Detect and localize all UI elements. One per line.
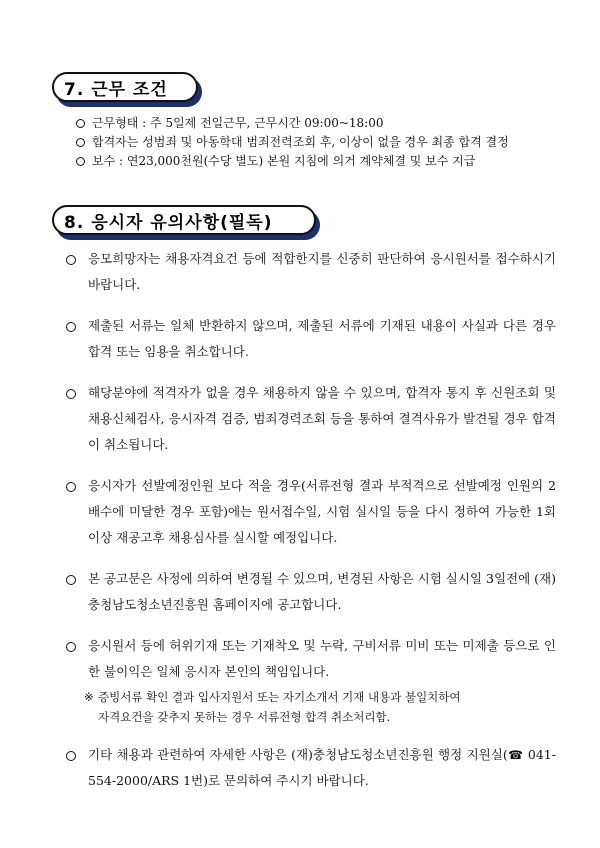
circle-bullet-icon: [66, 482, 76, 492]
list-item: 제출된 서류는 일체 반환하지 않으며, 제출된 서류에 기재된 내용이 사실과 다른 경우 합격 또는 임용을 취소합니다.: [66, 313, 556, 365]
circle-bullet-icon: [76, 157, 85, 166]
circle-bullet-icon: [66, 575, 76, 585]
circle-bullet-icon: [76, 138, 85, 147]
list-item: 해당분야에 적격자가 없을 경우 채용하지 않을 수 있으며, 합격자 통지 후 신원조회 및 채용신체검사, 응시자격 검증, 범죄경력조회 등을 통하여 결격사유가 발견될 경우 합격이 취소됩니다.: [66, 380, 556, 458]
note: [84, 687, 556, 727]
contact-text-before: 기타 채용과 관련하여 자세한 사항은 (재)충청남도청소년진흥원 행정 지원실(: [88, 747, 508, 762]
list-item: 응시원서 등에 허위기재 또는 기재착오 및 누락, 구비서류 미비 또는 미제출 등으로 인한 불이익은 일체 응시자 본인의 책임입니다. ※ 증빙서류 확인 결과 입사지원서 또는 자기소개서 기재 내용과 불일치하여 자격요건을 갖추지 못하는 경우 서류전형 합격 취소처리함.: [66, 633, 556, 727]
section-8-list: [66, 246, 556, 809]
section-8-header: [52, 205, 316, 235]
note-line-1: 증빙서류 확인 결과 입사지원서 또는 자기소개서 기재 내용과 불일치하여: [98, 690, 461, 704]
list-item: 근무형태 : 주 5일제 전일근무, 근무시간 09:00~18:00: [76, 114, 556, 133]
list-item: 보수 : 연23,000천원(수당 별도) 본원 지침에 의거 계약체결 및 보수 지급: [76, 152, 556, 171]
circle-bullet-icon: [76, 119, 85, 128]
section-7-header: [52, 72, 198, 102]
phone-icon: ☎: [507, 748, 524, 762]
phone-number: 041-554-2000/ARS 1번: [88, 747, 556, 788]
note-line-2: 자격요건을 갖추지 못하는 경우 서류전형 합격 취소처리함.: [98, 710, 391, 724]
section-7-list: [76, 114, 556, 171]
section-8-title: 8. 응시자 유의사항(필독): [64, 213, 273, 233]
circle-bullet-icon: [66, 389, 76, 399]
contact-text-after: )로 문의하여 주시기 바랍니다.: [203, 773, 369, 788]
list-item: [66, 742, 556, 794]
circle-bullet-icon: [66, 751, 76, 761]
list-item: 응시자가 선발예정인원 보다 적을 경우(서류전형 결과 부적격으로 선발예정 인원의 2배수에 미달한 경우 포함)에는 원서접수일, 시험 실시일 등을 다시 정하여 가능한 1회 이상 재공고후 채용심사를 실시할 예정입니다.: [66, 473, 556, 551]
circle-bullet-icon: [66, 322, 76, 332]
list-item: 본 공고문은 사정에 의하여 변경될 수 있으며, 변경된 사항은 시험 실시일 3일전에 (재)충청남도청소년진흥원 홈페이지에 공고합니다.: [66, 566, 556, 618]
circle-bullet-icon: [66, 255, 76, 265]
circle-bullet-icon: [66, 642, 76, 652]
list-item: 합격자는 성범죄 및 아동학대 범죄전력조회 후, 이상이 없을 경우 최종 합격 결정: [76, 133, 556, 152]
list-item: 응모희망자는 채용자격요건 등에 적합한지를 신중히 판단하여 응시원서를 접수하시기 바랍니다.: [66, 246, 556, 298]
reference-mark: ※: [84, 690, 94, 704]
section-7-title: 7. 근무 조건: [64, 80, 168, 100]
